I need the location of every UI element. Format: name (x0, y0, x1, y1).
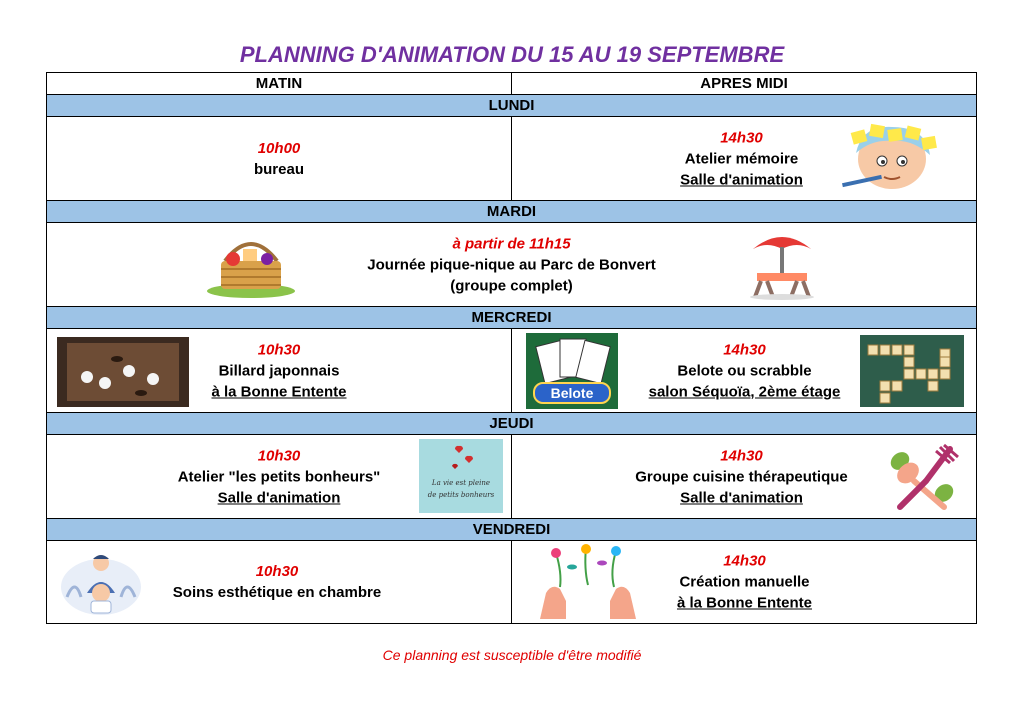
day-band-friday: VENDREDI (47, 519, 976, 541)
wednesday-morning-text (199, 339, 359, 402)
activity-row-thursday (47, 435, 976, 519)
day-band-tuesday: MARDI (47, 201, 976, 223)
footer-note: Ce planning est susceptible d'être modifié (382, 647, 642, 663)
thursday-afternoon-cell (512, 435, 977, 518)
activity-name: Groupe cuisine thérapeutique (635, 468, 848, 485)
hearts-card-icon (419, 439, 503, 513)
activity-row-wednesday (47, 329, 976, 413)
activity-time: 14h30 (720, 447, 763, 464)
activity-place: à la Bonne Entente (211, 383, 347, 400)
activity-name: Journée pique-nique au Parc de Bonvert (367, 256, 656, 273)
activity-place: Salle d'animation (680, 489, 803, 506)
day-band-wednesday: MERCREDI (47, 307, 976, 329)
activity-name: Création manuelle (679, 573, 810, 591)
thursday-morning-text (159, 445, 399, 508)
schedule-table (46, 72, 977, 624)
activity-row-tuesday (47, 223, 976, 307)
friday-morning-text (147, 561, 407, 603)
activity-time: 10h30 (257, 341, 301, 358)
scrabble-board-icon (860, 335, 964, 407)
column-header-row (47, 73, 976, 95)
day-band-monday: LUNDI (47, 95, 976, 117)
monday-afternoon-cell (512, 117, 977, 200)
activity-time: 10h00 (257, 139, 301, 157)
friday-morning-cell (47, 541, 512, 623)
card-text-line-1: La vie est pleine (431, 479, 491, 487)
page-title: PLANNING D'ANIMATION DU 15 AU 19 SEPTEMBRE (239, 42, 785, 67)
monday-afternoon-text (632, 127, 852, 190)
thursday-afternoon-text (612, 445, 872, 508)
activity-place: Salle d'animation (217, 489, 341, 506)
activity-name: Soins esthétique en chambre (172, 584, 382, 601)
activity-name: Belote ou scrabble (677, 362, 812, 379)
thinking-woman-notes-icon (842, 123, 942, 195)
picnic-table-umbrella-icon (747, 227, 817, 301)
activity-name: Atelier mémoire (684, 150, 799, 167)
wednesday-afternoon-text (630, 339, 860, 402)
belote-logo-text: Belote (550, 385, 593, 401)
activity-time: 14h30 (720, 129, 763, 146)
activity-note: (groupe complet) (450, 277, 573, 294)
activity-time: 14h30 (723, 552, 766, 570)
japanese-billiard-board-icon (57, 337, 189, 407)
activity-time: à partir de 11h15 (452, 235, 571, 252)
monday-morning-cell (47, 117, 512, 200)
activity-row-friday (47, 541, 976, 623)
belote-cards-icon (526, 333, 618, 409)
activity-place: Salle d'animation (680, 171, 803, 188)
column-header-morning: MATIN (47, 73, 512, 94)
tuesday-text (307, 233, 716, 296)
activity-name: bureau (253, 160, 304, 178)
activity-time: 10h30 (255, 563, 299, 580)
card-text-line-2: de petits bonheurs (427, 491, 495, 499)
thursday-morning-cell (47, 435, 512, 518)
friday-afternoon-text (640, 551, 850, 614)
wednesday-afternoon-cell (512, 329, 977, 412)
spoon-fork-icon (880, 441, 964, 513)
spa-care-icon (59, 547, 143, 617)
activity-place: salon Séquoïa, 2ème étage (648, 383, 841, 400)
friday-afternoon-cell (512, 541, 977, 623)
activity-name: Billard japonnais (218, 362, 340, 379)
activity-row-monday (47, 117, 976, 201)
day-band-thursday: JEUDI (47, 413, 976, 435)
activity-place: à la Bonne Entente (676, 594, 813, 612)
monday-morning-text (47, 138, 511, 180)
picnic-basket-icon (203, 231, 299, 299)
tuesday-full-cell (47, 223, 976, 306)
wednesday-morning-cell (47, 329, 512, 412)
craft-hands-flowers-icon (536, 543, 640, 619)
activity-time: 14h30 (723, 341, 766, 358)
activity-name: Atelier "les petits bonheurs" (177, 468, 381, 485)
activity-time: 10h30 (257, 447, 301, 464)
column-header-afternoon: APRES MIDI (700, 75, 788, 92)
